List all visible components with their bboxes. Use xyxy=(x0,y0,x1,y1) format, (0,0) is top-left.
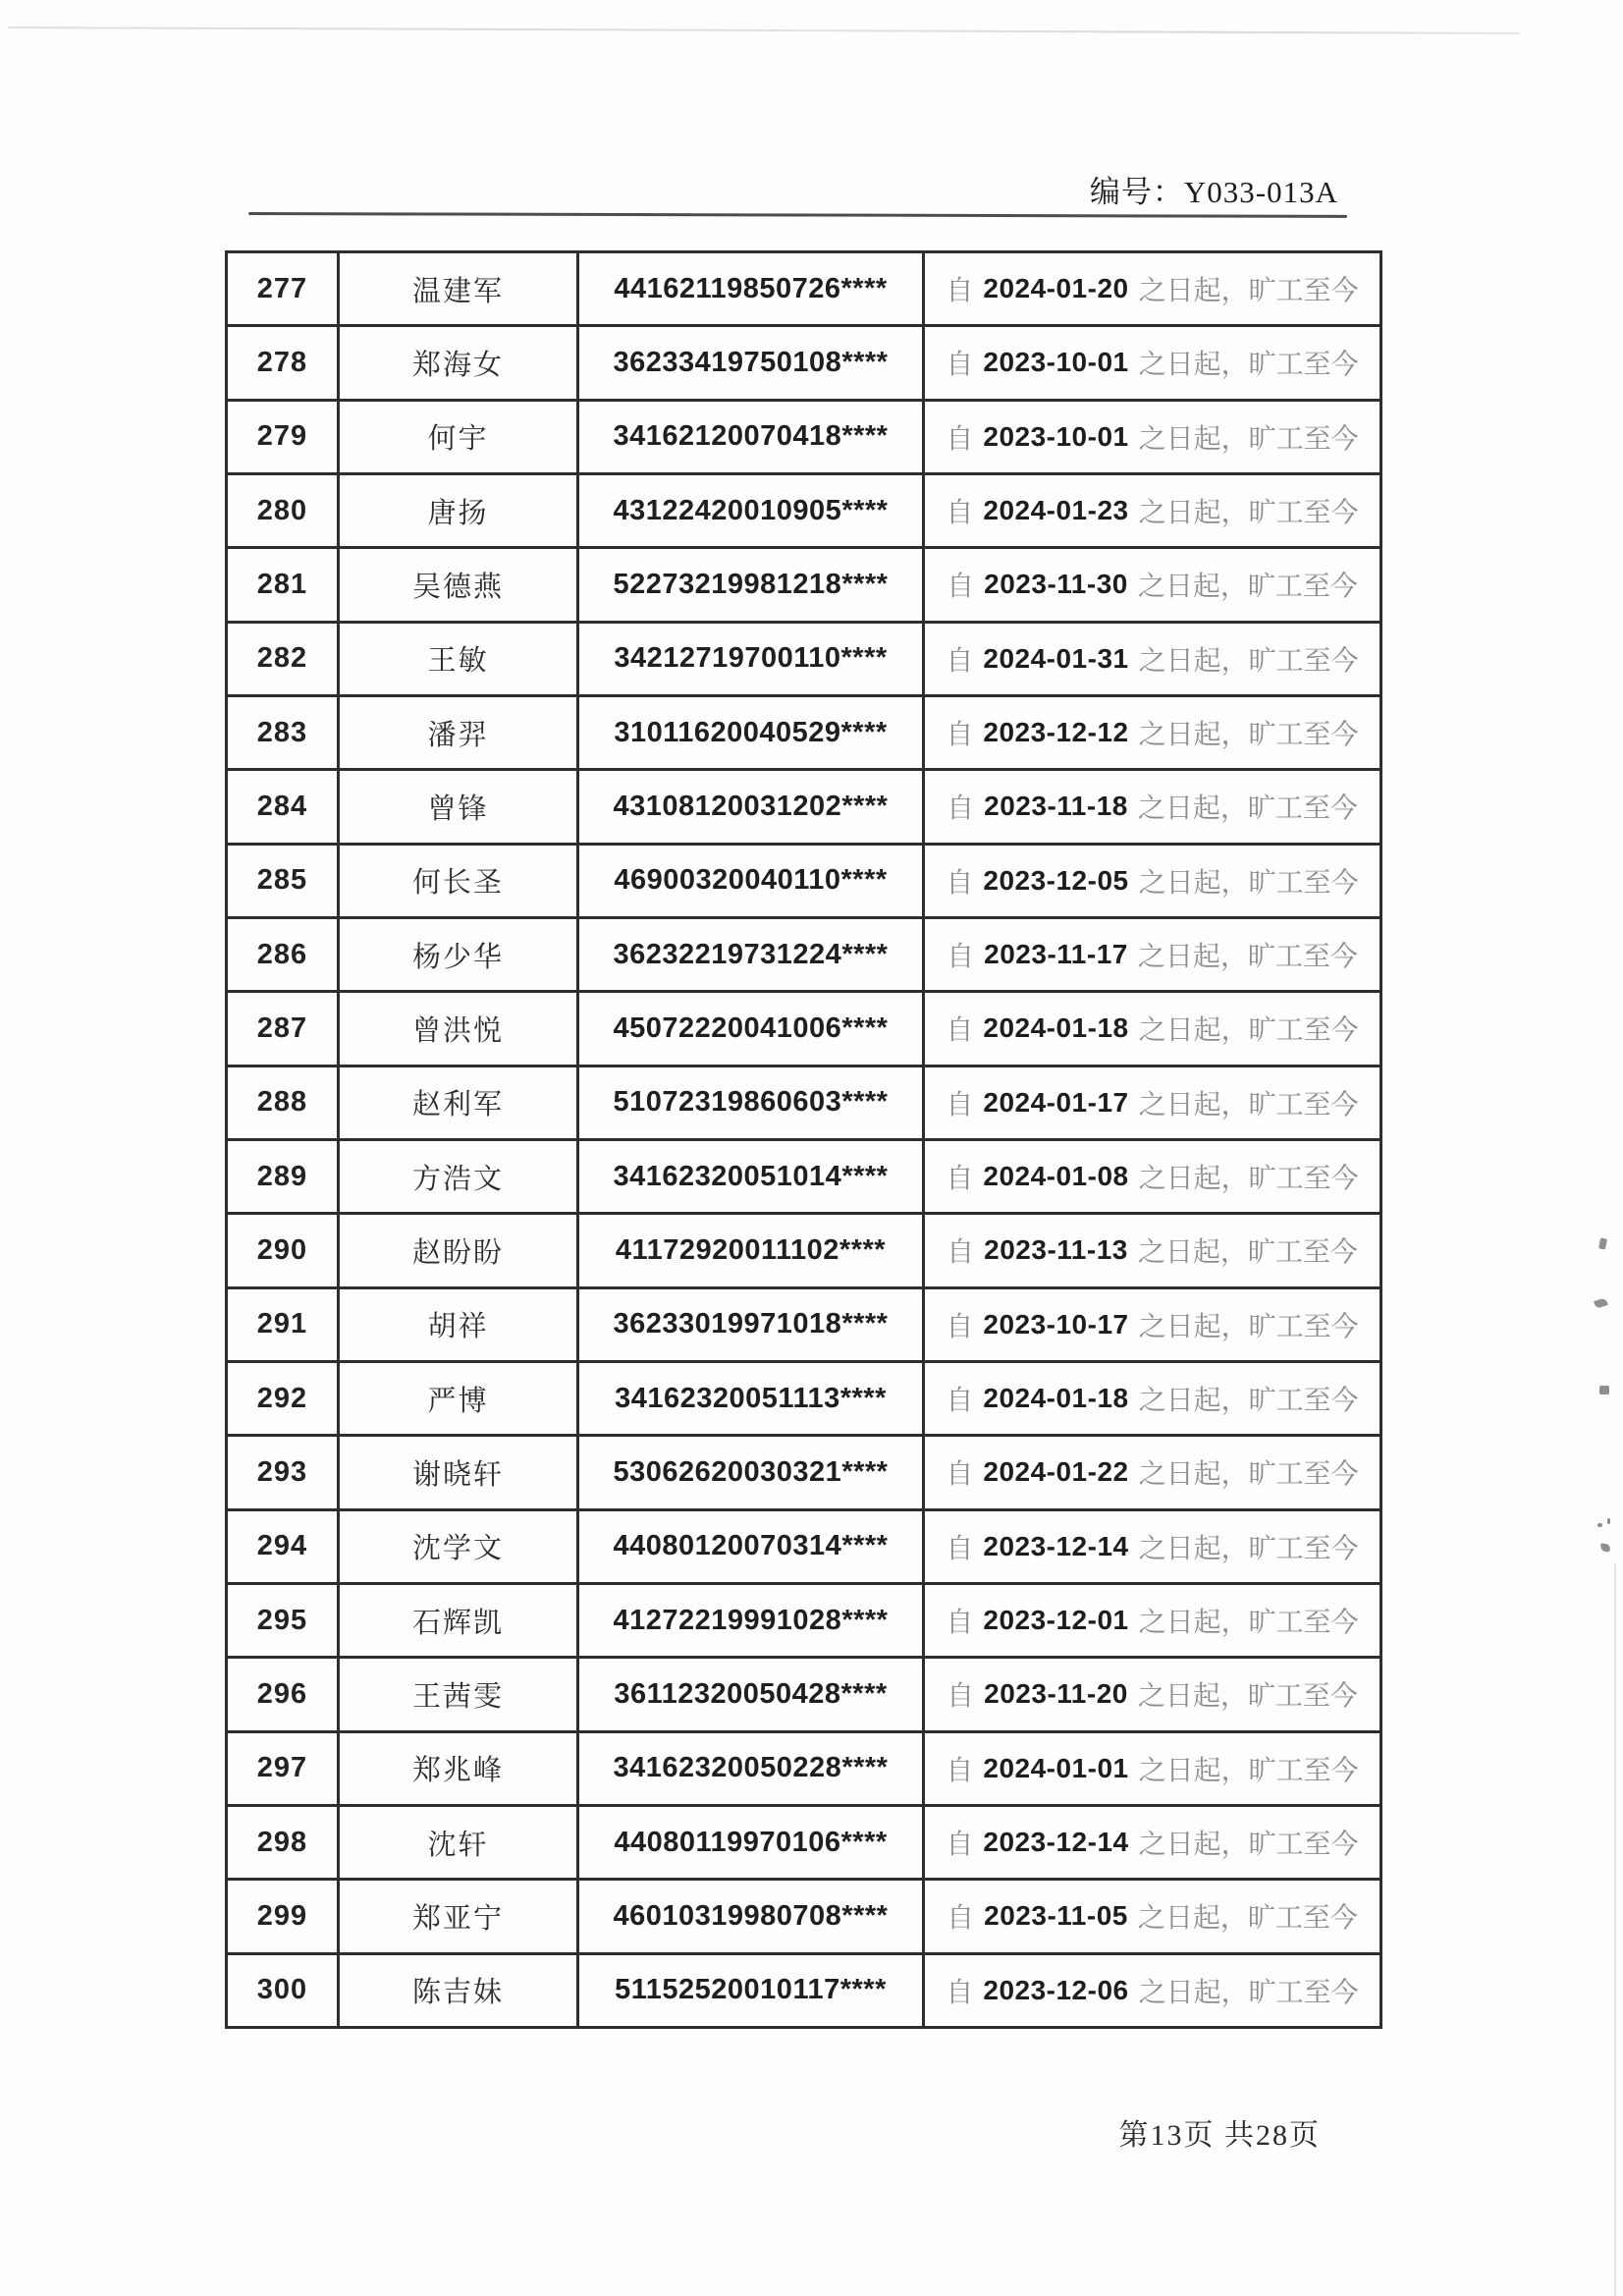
person-name: 吴德燕 xyxy=(340,549,579,623)
absence-status xyxy=(925,1733,1382,1807)
person-id-masked: 43108120031202**** xyxy=(579,771,925,845)
absence-start-date: 2024-01-08 xyxy=(983,1161,1129,1192)
absence-status xyxy=(925,1955,1382,2029)
status-prefix: 自 xyxy=(946,1607,974,1638)
absence-start-date: 2023-10-01 xyxy=(983,347,1129,378)
scan-artifact-blob xyxy=(1599,1386,1609,1394)
status-prefix: 自 xyxy=(946,1829,974,1860)
person-id-masked: 51152520010117**** xyxy=(579,1955,925,2029)
absence-status xyxy=(925,1215,1382,1288)
absence-start-date: 2024-01-18 xyxy=(983,1012,1129,1044)
row-number: 297 xyxy=(228,1733,340,1807)
row-number: 295 xyxy=(228,1585,340,1659)
header-divider xyxy=(248,212,1347,218)
absence-status xyxy=(925,771,1382,845)
person-name: 王敏 xyxy=(340,624,579,697)
person-id-masked: 31011620040529**** xyxy=(579,697,925,771)
status-suffix: 之日起，旷工至今 xyxy=(1137,1680,1358,1712)
absence-status xyxy=(925,1881,1382,1954)
person-name: 石辉凯 xyxy=(340,1585,579,1659)
person-name: 赵利军 xyxy=(340,1067,579,1141)
person-id-masked: 44162119850726**** xyxy=(579,253,925,327)
absence-start-date: 2023-11-30 xyxy=(984,569,1128,600)
absence-start-date: 2024-01-01 xyxy=(983,1752,1129,1783)
person-id-masked: 41272219991028**** xyxy=(579,1585,925,1659)
person-id-masked: 53062620030321**** xyxy=(579,1437,925,1510)
person-name: 谢晓轩 xyxy=(340,1437,579,1510)
absence-start-date: 2023-11-13 xyxy=(984,1234,1128,1266)
person-name: 郑海女 xyxy=(340,327,579,401)
absence-start-date: 2024-01-18 xyxy=(983,1383,1129,1414)
row-number: 277 xyxy=(228,253,340,327)
absence-start-date: 2023-12-06 xyxy=(983,1974,1129,2005)
status-suffix: 之日起，旷工至今 xyxy=(1138,1976,1359,2007)
absence-status xyxy=(925,253,1382,327)
status-prefix: 自 xyxy=(946,349,974,380)
absence-start-date: 2023-12-14 xyxy=(983,1827,1129,1858)
status-suffix: 之日起，旷工至今 xyxy=(1138,644,1359,676)
absence-roster-table xyxy=(225,250,1382,2029)
absence-status xyxy=(925,1511,1382,1585)
status-suffix: 之日起，旷工至今 xyxy=(1138,275,1359,306)
absence-start-date: 2024-01-20 xyxy=(983,273,1129,304)
person-name: 曾锋 xyxy=(340,771,579,845)
person-id-masked: 41172920011102**** xyxy=(579,1215,925,1288)
person-id-masked: 36112320050428**** xyxy=(579,1659,925,1732)
person-id-masked: 36233419750108**** xyxy=(579,327,925,401)
person-name: 郑兆峰 xyxy=(340,1733,579,1807)
person-id-masked: 46010319980708**** xyxy=(579,1881,925,1954)
person-id-masked: 34162320050228**** xyxy=(579,1733,925,1807)
person-name: 唐扬 xyxy=(340,475,579,549)
absence-start-date: 2023-11-20 xyxy=(984,1678,1128,1710)
person-id-masked: 34162320051014**** xyxy=(579,1141,925,1215)
status-prefix: 自 xyxy=(946,497,974,528)
person-id-masked: 46900320040110**** xyxy=(579,846,925,919)
scan-artifact-right-line xyxy=(1614,1563,1616,2296)
absence-start-date: 2024-01-23 xyxy=(983,495,1129,526)
absence-start-date: 2024-01-31 xyxy=(983,642,1129,674)
row-number: 294 xyxy=(228,1511,340,1585)
absence-start-date: 2024-01-17 xyxy=(983,1086,1129,1118)
person-id-masked: 34162320051113**** xyxy=(579,1363,925,1437)
status-prefix: 自 xyxy=(946,1976,974,2007)
absence-status xyxy=(925,919,1382,993)
status-suffix: 之日起，旷工至今 xyxy=(1138,866,1359,898)
absence-start-date: 2023-10-17 xyxy=(983,1308,1129,1339)
status-prefix: 自 xyxy=(946,866,974,898)
absence-status xyxy=(925,1659,1382,1732)
row-number: 287 xyxy=(228,993,340,1066)
status-prefix: 自 xyxy=(946,1754,974,1785)
absence-start-date: 2023-12-12 xyxy=(983,717,1129,748)
row-number: 283 xyxy=(228,697,340,771)
person-name: 胡祥 xyxy=(340,1289,579,1363)
person-id-masked: 51072319860603**** xyxy=(579,1067,925,1141)
scan-artifact-blob xyxy=(1599,1543,1610,1552)
status-prefix: 自 xyxy=(947,793,975,824)
status-suffix: 之日起，旷工至今 xyxy=(1137,941,1358,972)
row-number: 290 xyxy=(228,1215,340,1288)
status-suffix: 之日起，旷工至今 xyxy=(1138,719,1359,750)
status-suffix: 之日起，旷工至今 xyxy=(1138,1532,1359,1563)
absence-status xyxy=(925,1067,1382,1141)
absence-start-date: 2024-01-22 xyxy=(983,1456,1129,1488)
row-number: 293 xyxy=(228,1437,340,1510)
status-suffix: 之日起，旷工至今 xyxy=(1138,349,1359,380)
status-prefix: 自 xyxy=(946,1458,974,1490)
absence-start-date: 2023-11-05 xyxy=(984,1900,1128,1932)
status-prefix: 自 xyxy=(947,1680,975,1712)
person-name: 赵盼盼 xyxy=(340,1215,579,1288)
row-number: 282 xyxy=(228,624,340,697)
absence-status xyxy=(925,1141,1382,1215)
absence-start-date: 2023-12-14 xyxy=(983,1530,1129,1561)
absence-status xyxy=(925,697,1382,771)
status-prefix: 自 xyxy=(946,644,974,676)
status-suffix: 之日起，旷工至今 xyxy=(1138,1829,1359,1860)
person-id-masked: 34162120070418**** xyxy=(579,402,925,475)
person-name: 何长圣 xyxy=(340,846,579,919)
status-prefix: 自 xyxy=(946,719,974,750)
absence-status xyxy=(925,1585,1382,1659)
person-name: 方浩文 xyxy=(340,1141,579,1215)
absence-status xyxy=(925,1289,1382,1363)
row-number: 288 xyxy=(228,1067,340,1141)
status-prefix: 自 xyxy=(946,1385,974,1416)
person-name: 严博 xyxy=(340,1363,579,1437)
person-name: 曾洪悦 xyxy=(340,993,579,1066)
scan-artifact-blob xyxy=(1598,1237,1607,1249)
row-number: 291 xyxy=(228,1289,340,1363)
status-prefix: 自 xyxy=(946,1532,974,1563)
absence-status xyxy=(925,846,1382,919)
status-suffix: 之日起，旷工至今 xyxy=(1138,1754,1359,1785)
person-name: 王茜雯 xyxy=(340,1659,579,1732)
person-id-masked: 45072220041006**** xyxy=(579,993,925,1066)
row-number: 284 xyxy=(228,771,340,845)
absence-start-date: 2023-11-17 xyxy=(984,939,1128,970)
person-id-masked: 43122420010905**** xyxy=(579,475,925,549)
row-number: 289 xyxy=(228,1141,340,1215)
absence-status xyxy=(925,1437,1382,1510)
person-id-masked: 44080120070314**** xyxy=(579,1511,925,1585)
row-number: 298 xyxy=(228,1807,340,1881)
scan-artifact-blob xyxy=(1594,1297,1608,1309)
status-suffix: 之日起，旷工至今 xyxy=(1137,793,1358,824)
row-number: 286 xyxy=(228,919,340,993)
absence-status xyxy=(925,327,1382,401)
status-suffix: 之日起，旷工至今 xyxy=(1138,1163,1359,1194)
person-name: 沈学文 xyxy=(340,1511,579,1585)
row-number: 292 xyxy=(228,1363,340,1437)
person-id-masked: 52273219981218**** xyxy=(579,549,925,623)
status-suffix: 之日起，旷工至今 xyxy=(1138,1310,1359,1341)
status-suffix: 之日起，旷工至今 xyxy=(1138,1458,1359,1490)
person-id-masked: 36232219731224**** xyxy=(579,919,925,993)
person-name: 郑亚宁 xyxy=(340,1881,579,1954)
person-name: 何宇 xyxy=(340,402,579,475)
absence-start-date: 2023-11-18 xyxy=(984,791,1128,822)
person-id-masked: 44080119970106**** xyxy=(579,1807,925,1881)
person-id-masked: 34212719700110**** xyxy=(579,624,925,697)
row-number: 299 xyxy=(228,1881,340,1954)
status-suffix: 之日起，旷工至今 xyxy=(1138,1607,1359,1638)
doc-number: 编号：Y033-013A xyxy=(1089,175,1338,209)
status-suffix: 之日起，旷工至今 xyxy=(1138,1014,1359,1046)
status-suffix: 之日起，旷工至今 xyxy=(1137,1236,1358,1268)
status-prefix: 自 xyxy=(946,1310,974,1341)
status-prefix: 自 xyxy=(946,422,974,454)
status-suffix: 之日起，旷工至今 xyxy=(1138,422,1359,454)
row-number: 278 xyxy=(228,327,340,401)
absence-status xyxy=(925,993,1382,1066)
scan-artifact-blob xyxy=(1607,1518,1610,1524)
status-prefix: 自 xyxy=(947,1902,975,1934)
status-prefix: 自 xyxy=(947,571,975,602)
status-suffix: 之日起，旷工至今 xyxy=(1137,571,1358,602)
absence-status xyxy=(925,475,1382,549)
page-number: 第13页 共28页 xyxy=(1118,2119,1321,2152)
status-prefix: 自 xyxy=(946,1163,974,1194)
person-name: 陈吉妹 xyxy=(340,1955,579,2029)
scan-artifact-blob xyxy=(1597,1523,1602,1527)
person-name: 温建军 xyxy=(340,253,579,327)
status-suffix: 之日起，旷工至今 xyxy=(1138,497,1359,528)
person-name: 沈轩 xyxy=(340,1807,579,1881)
absence-start-date: 2023-10-01 xyxy=(983,420,1129,452)
absence-status xyxy=(925,549,1382,623)
absence-status xyxy=(925,624,1382,697)
row-number: 281 xyxy=(228,549,340,623)
status-prefix: 自 xyxy=(947,1236,975,1268)
row-number: 285 xyxy=(228,846,340,919)
absence-status xyxy=(925,1363,1382,1437)
status-prefix: 自 xyxy=(947,941,975,972)
person-name: 杨少华 xyxy=(340,919,579,993)
absence-status xyxy=(925,1807,1382,1881)
status-suffix: 之日起，旷工至今 xyxy=(1138,1385,1359,1416)
status-prefix: 自 xyxy=(946,275,974,306)
scan-artifact-top-line xyxy=(8,27,1520,34)
row-number: 280 xyxy=(228,475,340,549)
status-suffix: 之日起，旷工至今 xyxy=(1137,1902,1358,1934)
status-prefix: 自 xyxy=(946,1088,974,1120)
absence-start-date: 2023-12-01 xyxy=(983,1605,1129,1636)
status-prefix: 自 xyxy=(946,1014,974,1046)
absence-start-date: 2023-12-05 xyxy=(983,864,1129,896)
row-number: 296 xyxy=(228,1659,340,1732)
absence-status xyxy=(925,402,1382,475)
row-number: 279 xyxy=(228,402,340,475)
person-id-masked: 36233019971018**** xyxy=(579,1289,925,1363)
row-number: 300 xyxy=(228,1955,340,2029)
status-suffix: 之日起，旷工至今 xyxy=(1138,1088,1359,1120)
person-name: 潘羿 xyxy=(340,697,579,771)
